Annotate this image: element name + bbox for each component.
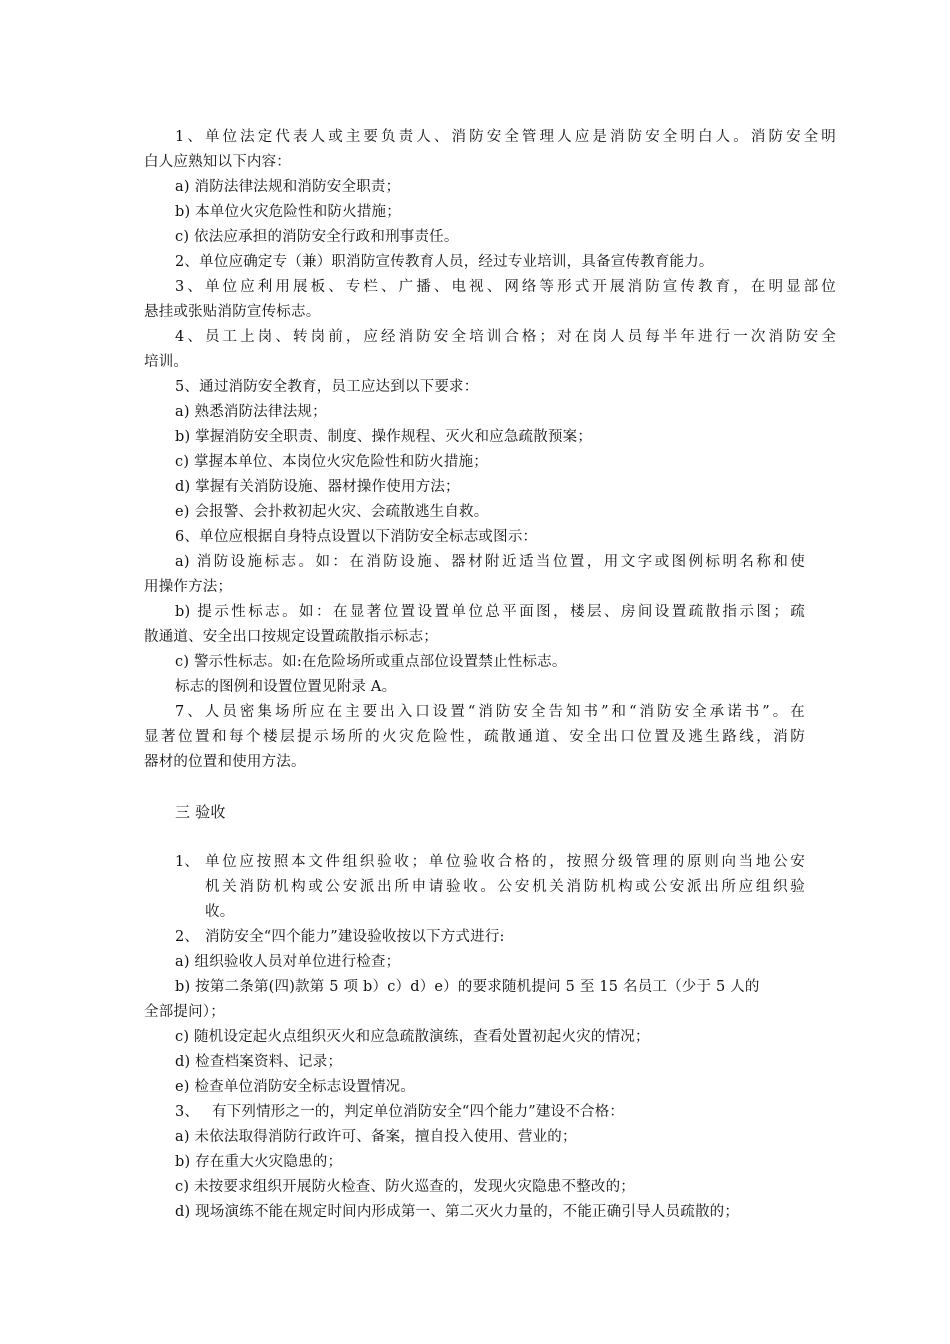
paragraph-3-line-1: 3、单位应利用展板、专栏、广播、电视、网络等形式开展消防宣传教育，在明显部位	[175, 279, 836, 295]
list-item-3c: c) 未按要求组织开展防火检查、防火巡查的，发现火灾隐患不整改的；	[175, 1179, 635, 1195]
paragraph-7-line-3: 器材的位置和使用方法。	[144, 754, 306, 770]
paragraph-7-line-1: 7、人员密集场所应在主要出入口设置“消防安全告知书”和“消防安全承诺书”。在	[175, 704, 805, 720]
list-item-2b-line-1: b) 按第二条第(四)款第 5 项 b）c）d）e）的要求随机提问 5 至 15 名员工（少于 5 人的	[175, 979, 760, 995]
paragraph-4-line-2: 培训。	[144, 354, 189, 370]
list-item-3a: a) 未依法取得消防行政许可、备案，擅自投入使用、营业的；	[175, 1129, 577, 1145]
list-item-1c: c) 依法应承担的消防安全行政和刑事责任。	[175, 229, 459, 245]
list-item-6a-line-1: a) 消防设施标志。如：在消防设施、器材附近适当位置，用文字或图例标明名称和使	[175, 554, 805, 570]
item-1-line-3: 收。	[205, 904, 235, 920]
item-2-text: 消防安全“四个能力”建设验收按以下方式进行:	[205, 929, 505, 945]
paragraph-6: 6、单位应根据自身特点设置以下消防安全标志或图示：	[175, 529, 538, 545]
list-item-5b: b) 掌握消防安全职责、制度、操作规程、灭火和应急疏散预案；	[175, 429, 593, 445]
list-item-2b-line-2: 全部提问）；	[144, 1004, 225, 1020]
list-item-2a: a) 组织验收人员对单位进行检查；	[175, 954, 401, 970]
paragraph-5: 5、通过消防安全教育，员工应达到以下要求：	[175, 379, 479, 395]
list-item-5e: e) 会报警、会扑救初起火灾、会疏散逃生自救。	[175, 504, 489, 520]
item-1-line-1: 单位应按照本文件组织验收；单位验收合格的，按照分级管理的原则向当地公安	[205, 854, 805, 870]
item-3-text: 有下列情形之一的，判定单位消防安全“四个能力”建设不合格：	[212, 1104, 625, 1120]
list-item-2e: e) 检查单位消防安全标志设置情况。	[175, 1079, 415, 1095]
paragraph-1-line-1: 1、单位法定代表人或主要负责人、消防安全管理人应是消防安全明白人。消防安全明	[175, 129, 836, 145]
item-2-number: 2、	[175, 929, 200, 945]
sign-appendix-note: 标志的图例和设置位置见附录 A。	[175, 679, 397, 695]
list-item-6c: c) 警示性标志。如:在危险场所或重点部位设置禁止性标志。	[175, 654, 567, 670]
section-heading-acceptance: 三 验收	[175, 803, 226, 821]
paragraph-2: 2、单位应确定专（兼）职消防宣传教育人员，经过专业培训，具备宣传教育能力。	[175, 254, 714, 270]
list-item-5d: d) 掌握有关消防设施、器材操作使用方法；	[175, 479, 460, 495]
paragraph-3-line-2: 悬挂或张贴消防宣传标志。	[144, 304, 321, 320]
item-1-number: 1、	[175, 854, 200, 870]
item-1-line-2: 机关消防机构或公安派出所申请验收。公安机关消防机构或公安派出所应组织验	[205, 879, 805, 895]
list-item-6a-line-2: 用操作方法；	[144, 579, 233, 595]
list-item-3d: d) 现场演练不能在规定时间内形成第一、第二灭火力量的，不能正确引导人员疏散的；	[175, 1204, 740, 1220]
list-item-1b: b) 本单位火灾危险性和防火措施；	[175, 204, 401, 220]
list-item-3b: b) 存在重大火灾隐患的；	[175, 1154, 343, 1170]
list-item-5c: c) 掌握本单位、本岗位火灾危险性和防火措施；	[175, 454, 488, 470]
list-item-6b-line-2: 散通道、安全出口按规定设置疏散指示标志；	[144, 629, 438, 645]
list-item-2d: d) 检查档案资料、记录；	[175, 1054, 343, 1070]
paragraph-4-line-1: 4、员工上岗、转岗前，应经消防安全培训合格；对在岗人员每半年进行一次消防安全	[175, 329, 836, 345]
list-item-5a: a) 熟悉消防法律法规；	[175, 404, 327, 420]
paragraph-7-line-2: 显著位置和每个楼层提示场所的火灾危险性，疏散通道、安全出口位置及逃生路线，消防	[144, 729, 805, 745]
item-3-number: 3、	[175, 1104, 200, 1120]
list-item-1a: a) 消防法律法规和消防安全职责；	[175, 179, 401, 195]
list-item-2c: c) 随机设定起火点组织灭火和应急疏散演练，查看处置初起火灾的情况；	[175, 1029, 650, 1045]
list-item-6b-line-1: b) 提示性标志。如：在显著位置设置单位总平面图，楼层、房间设置疏散指示图；疏	[175, 604, 805, 620]
paragraph-1-line-2: 白人应熟知以下内容：	[144, 154, 291, 170]
